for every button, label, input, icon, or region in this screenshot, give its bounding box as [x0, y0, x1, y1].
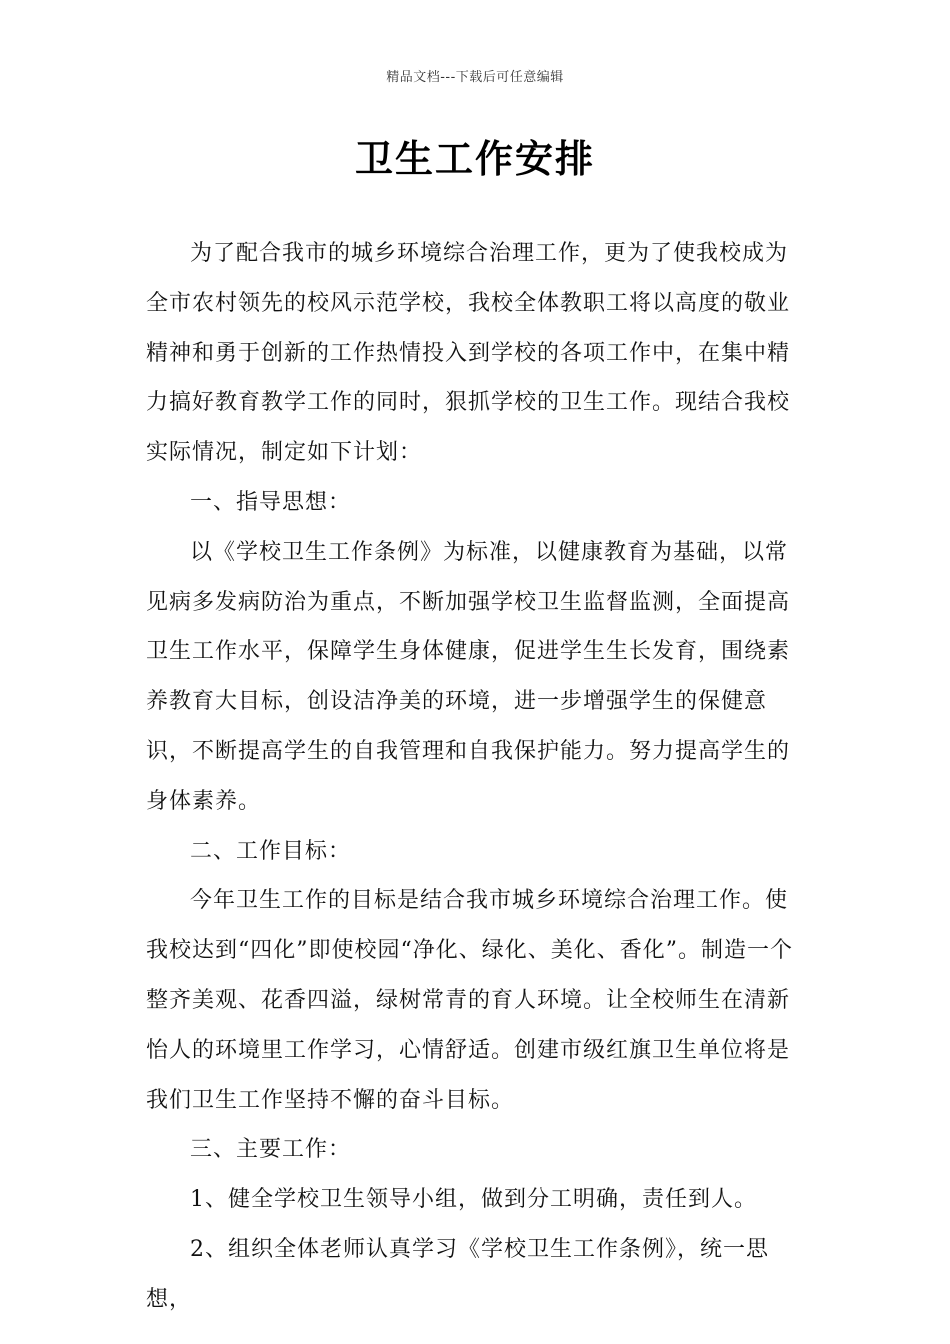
- section-heading-main-tasks: 三、主要工作：: [190, 1137, 352, 1163]
- list-item-task-1: 1、健全学校卫生领导小组，做到分工明确，责任到人。: [190, 1187, 757, 1213]
- paragraph-work-goals: 今年卫生工作的目标是结合我市城乡环境综合治理工作。使我校达到“四化”即使校园“净化、绿化、美化、香化”。制造一个整齐美观、花香四溢，绿树常青的育人环境。让全校师生在清新怡人的环境里工作学习，心情舒适。创建市级红旗卫生单位将是我们卫生工作坚持不懈的奋斗目标。: [146, 888, 793, 1113]
- section-heading-guiding-ideology: 一、指导思想：: [190, 489, 352, 515]
- document-title: 卫生工作安排: [354, 137, 595, 181]
- document-body: [146, 229, 806, 1325]
- section-heading-work-goals: 二、工作目标：: [190, 838, 352, 864]
- list-item-task-2: 2、组织全体老师认真学习《学校卫生工作条例》，统一思想，: [146, 1236, 769, 1312]
- paragraph-guiding-ideology: 以《学校卫生工作条例》为标准，以健康教育为基础，以常见病多发病防治为重点，不断加强学校卫生监督监测，全面提高卫生工作水平，保障学生身体健康，促进学生生长发育，围绕素养教育大目标，创设洁净美的环境，进一步增强学生的保健意识，不断提高学生的自我管理和自我保护能力。努力提高学生的身体素养。: [146, 539, 791, 814]
- paragraph-intro: 为了配合我市的城乡环境综合治理工作，更为了使我校成为全市农村领先的校风示范学校，我校全体教职工将以高度的敬业精神和勇于创新的工作热情投入到学校的各项工作中，在集中精力搞好教育教学工作的同时，狠抓学校的卫生工作。现结合我校实际情况，制定如下计划：: [146, 241, 791, 466]
- header-note: 精品文档---下载后可任意编辑: [386, 70, 564, 85]
